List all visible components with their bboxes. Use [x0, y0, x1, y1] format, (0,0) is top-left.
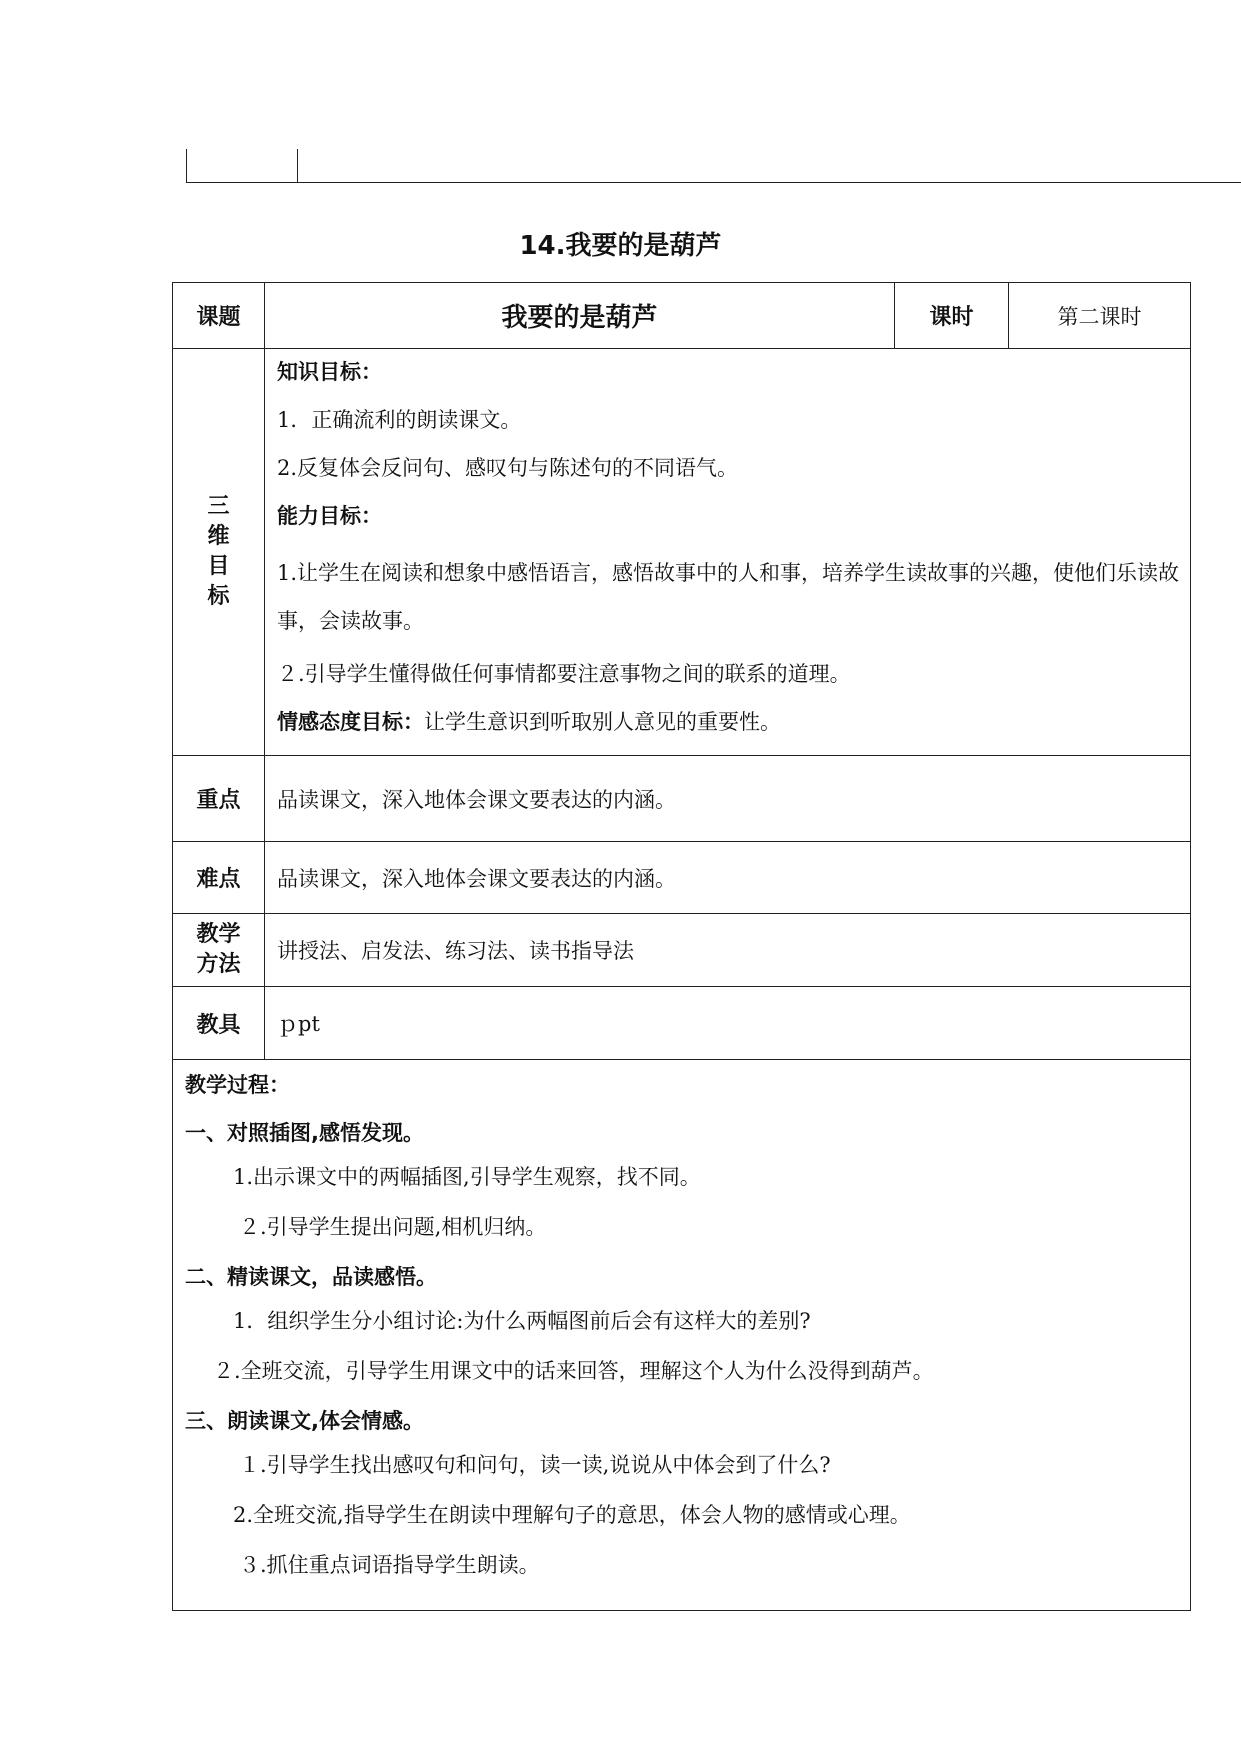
method-label-line: 方法 [196, 952, 241, 977]
process-row [173, 1060, 1191, 1611]
previous-table-fragment [186, 149, 1241, 183]
knowledge-item: 2.反复体会反问句、感叹句与陈述句的不同语气。 [277, 456, 739, 480]
process-item: ２.全班交流，引导学生用课文中的话来回答，理解这个人为什么没得到葫芦。 [213, 1359, 934, 1383]
objectives-content [265, 349, 1191, 756]
knowledge-item: 1．正确流利的朗读课文。 [277, 408, 522, 432]
key-value: 品读课文，深入地体会课文要表达的内涵。 [265, 756, 1191, 842]
key-label: 重点 [173, 756, 265, 842]
topic-value: 我要的是葫芦 [265, 283, 895, 349]
label-char: 标 [207, 584, 230, 609]
tools-row [173, 987, 1191, 1060]
tools-value: ｐpt [265, 987, 1191, 1060]
emotion-text: 让学生意识到听取别人意见的重要性。 [424, 710, 781, 734]
period-label: 课时 [895, 283, 1009, 349]
process-heading: 教学过程： [185, 1073, 290, 1097]
topic-label: 课题 [173, 283, 265, 349]
lesson-plan-table [172, 282, 1191, 1611]
tools-label: 教具 [173, 987, 265, 1060]
emotion-heading: 情感态度目标： [277, 710, 424, 734]
difficulty-row [173, 842, 1191, 914]
ability-item: ２.引导学生懂得做任何事情都要注意事物之间的联系的道理。 [277, 662, 851, 686]
process-item: ２.引导学生提出问题,相机归纳。 [239, 1215, 547, 1239]
table-border-line [297, 149, 298, 183]
table-border-line [186, 149, 187, 183]
method-label-line: 教学 [196, 922, 241, 947]
difficulty-value: 品读课文，深入地体会课文要表达的内涵。 [265, 842, 1191, 914]
label-char: 目 [207, 554, 230, 579]
process-content [173, 1060, 1191, 1611]
difficulty-label: 难点 [173, 842, 265, 914]
process-section-title: 三、朗读课文,体会情感。 [185, 1409, 424, 1433]
header-row [173, 283, 1191, 349]
emotion-line [277, 707, 1184, 737]
method-label [173, 914, 265, 987]
process-section-title: 二、精读课文，品读感悟。 [185, 1265, 437, 1289]
process-item: 1．组织学生分小组讨论:为什么两幅图前后会有这样大的差别? [233, 1309, 811, 1333]
process-item: ３.抓住重点词语指导学生朗读。 [239, 1553, 540, 1577]
label-char: 三 [207, 494, 230, 519]
method-row [173, 914, 1191, 987]
method-value: 讲授法、启发法、练习法、读书指导法 [265, 914, 1191, 987]
objectives-row [173, 349, 1191, 756]
ability-heading: 能力目标： [277, 504, 382, 528]
ability-item: 1.让学生在阅读和想象中感悟语言，感悟故事中的人和事，培养学生读故事的兴趣，使他们乐读故事，会读故事。 [277, 561, 1180, 633]
process-item: 2.全班交流,指导学生在朗读中理解句子的意思，体会人物的感情或心理。 [233, 1503, 911, 1527]
process-item: １.引导学生找出感叹句和问句，读一读,说说从中体会到了什么? [239, 1453, 831, 1477]
period-value: 第二课时 [1009, 283, 1191, 349]
key-row [173, 756, 1191, 842]
process-section-title: 一、对照插图,感悟发现。 [185, 1121, 424, 1145]
label-char: 维 [207, 524, 230, 549]
knowledge-heading: 知识目标： [277, 360, 382, 384]
objectives-label [173, 349, 265, 756]
table-border-line [186, 182, 1241, 183]
process-item: 1.出示课文中的两幅插图,引导学生观察，找不同。 [233, 1165, 701, 1189]
page-title: 14.我要的是葫芦 [519, 231, 722, 261]
